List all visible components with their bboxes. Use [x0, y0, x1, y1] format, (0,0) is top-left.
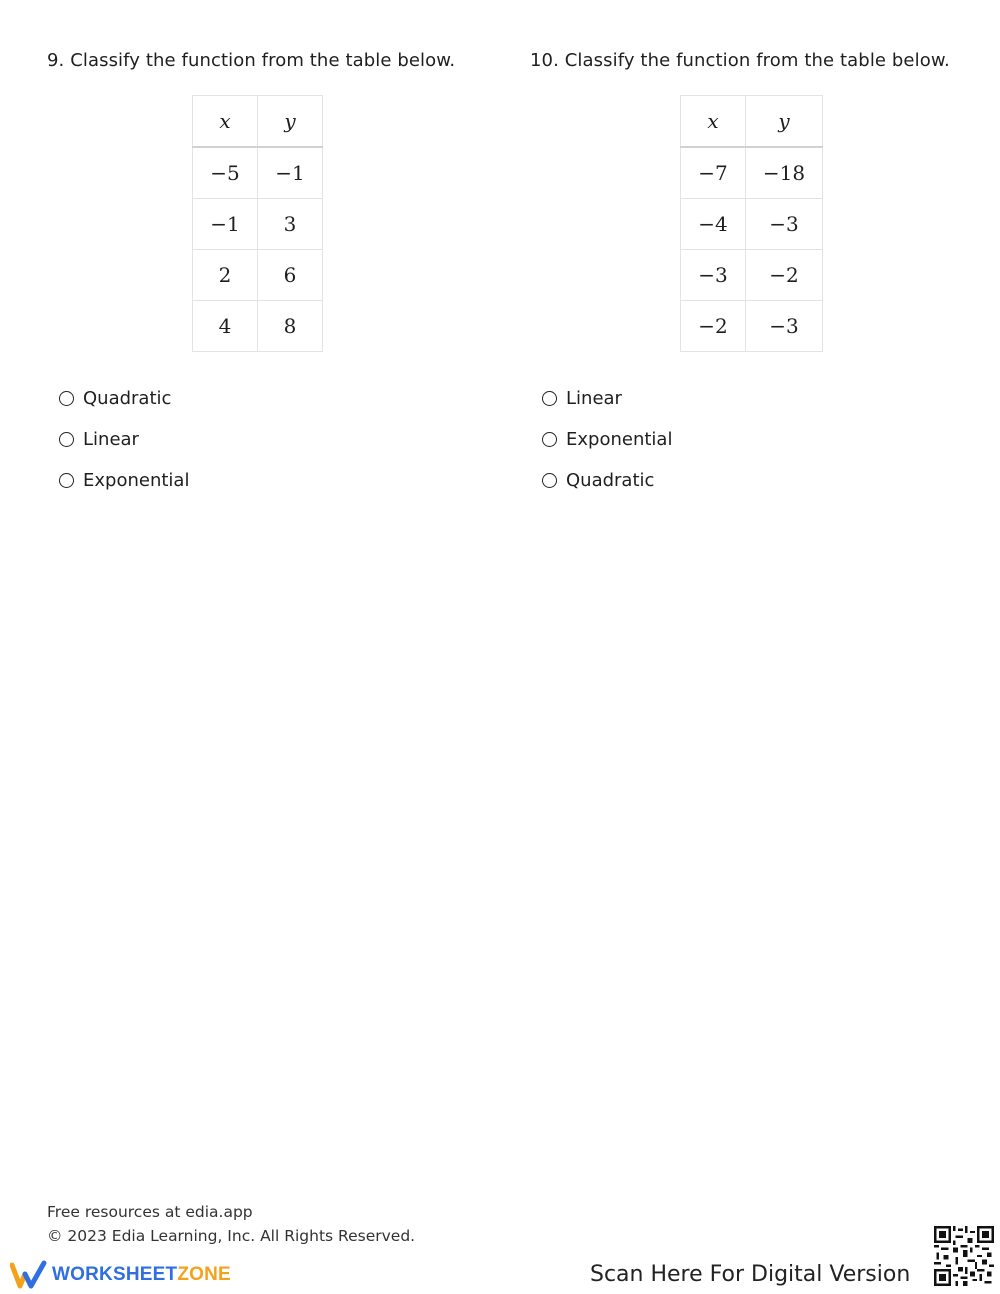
- table-header-row: [193, 96, 323, 148]
- table-cell: −18: [746, 147, 823, 199]
- logo-word-worksheet: WORKSHEET: [52, 1264, 178, 1285]
- answer-option-label: Linear: [566, 388, 622, 409]
- logo-w-icon: [10, 1260, 48, 1290]
- answer-option-label: Exponential: [83, 470, 190, 491]
- table-row: [681, 301, 823, 352]
- answer-options: [542, 378, 672, 501]
- footer-resources-link[interactable]: Free resources at edia.app: [47, 1203, 253, 1221]
- question-9: [47, 48, 487, 491]
- column-header-x: x: [681, 96, 746, 148]
- answer-option-quadratic[interactable]: [542, 460, 672, 501]
- question-prompt: [530, 48, 970, 74]
- radio-button-icon[interactable]: [542, 473, 557, 488]
- qr-code-icon[interactable]: [934, 1226, 994, 1286]
- question-text: Classify the function from the table below.: [564, 50, 950, 71]
- answer-options: [59, 378, 189, 501]
- table-cell: −2: [746, 250, 823, 301]
- table-row: [681, 147, 823, 199]
- table-cell: −3: [746, 301, 823, 352]
- table-row: [681, 199, 823, 250]
- question-number: 9.: [47, 50, 65, 71]
- function-table: [680, 95, 823, 352]
- logo-word-zone: ZONE: [177, 1264, 231, 1285]
- table-cell: −7: [681, 147, 746, 199]
- table-cell: 4: [193, 301, 258, 352]
- answer-option-linear[interactable]: [59, 419, 189, 460]
- radio-button-icon[interactable]: [59, 432, 74, 447]
- answer-option-exponential[interactable]: [542, 419, 672, 460]
- table-row: [193, 301, 323, 352]
- answer-option-linear[interactable]: [542, 378, 672, 419]
- worksheet-zone-logo: [10, 1260, 231, 1290]
- footer-info: [47, 1200, 415, 1248]
- table-cell: −3: [746, 199, 823, 250]
- answer-option-quadratic[interactable]: [59, 378, 189, 419]
- question-10: [530, 48, 970, 491]
- answer-option-label: Linear: [83, 429, 139, 450]
- question-prompt: [47, 48, 487, 74]
- table-cell: −1: [258, 147, 323, 199]
- table-cell: −1: [193, 199, 258, 250]
- answer-option-label: Quadratic: [83, 388, 172, 409]
- table-header-row: [681, 96, 823, 148]
- table-cell: 2: [193, 250, 258, 301]
- table-cell: −2: [681, 301, 746, 352]
- column-header-x: x: [193, 96, 258, 148]
- answer-option-label: Quadratic: [566, 470, 655, 491]
- table-cell: 8: [258, 301, 323, 352]
- table-cell: −3: [681, 250, 746, 301]
- table-row: [193, 147, 323, 199]
- column-header-y: y: [746, 96, 823, 148]
- table-cell: 3: [258, 199, 323, 250]
- question-number: 10.: [530, 50, 559, 71]
- column-header-y: y: [258, 96, 323, 148]
- function-table: [192, 95, 323, 352]
- question-text: Classify the function from the table below.: [70, 50, 456, 71]
- table-cell: −4: [681, 199, 746, 250]
- table-row: [193, 199, 323, 250]
- answer-option-label: Exponential: [566, 429, 673, 450]
- table-cell: −5: [193, 147, 258, 199]
- answer-option-exponential[interactable]: [59, 460, 189, 501]
- table-cell: 6: [258, 250, 323, 301]
- table-row: [193, 250, 323, 301]
- table-row: [681, 250, 823, 301]
- radio-button-icon[interactable]: [59, 391, 74, 406]
- radio-button-icon[interactable]: [542, 432, 557, 447]
- scan-prompt: Scan Here For Digital Version: [590, 1262, 911, 1287]
- radio-button-icon[interactable]: [542, 391, 557, 406]
- logo-wordmark: [52, 1264, 231, 1286]
- radio-button-icon[interactable]: [59, 473, 74, 488]
- footer-copyright: © 2023 Edia Learning, Inc. All Rights Reserved.: [47, 1227, 416, 1245]
